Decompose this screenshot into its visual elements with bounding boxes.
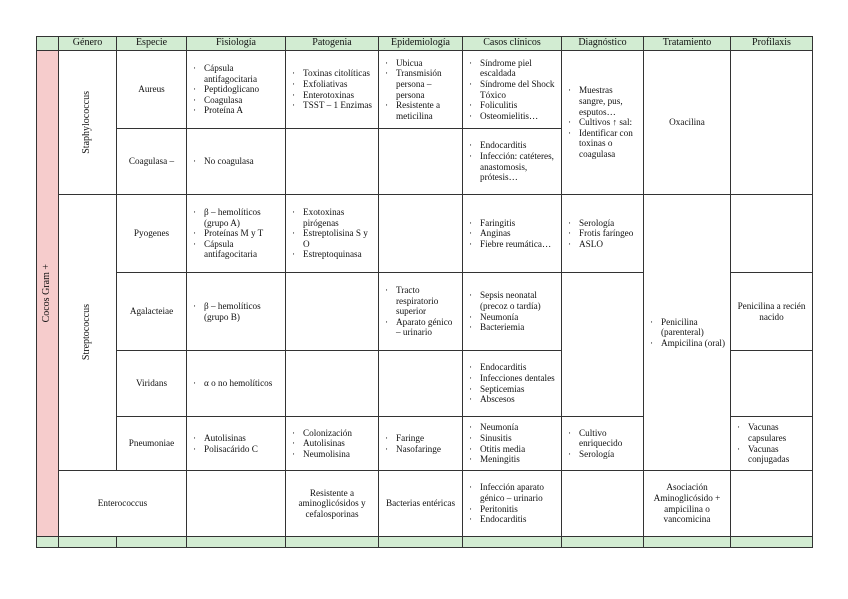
species-pneumoniae: Pneumoniae xyxy=(117,417,187,471)
header-corner xyxy=(37,37,59,51)
header-fisiologia: Fisiología xyxy=(187,37,286,51)
entero-fisiologia xyxy=(187,471,286,537)
agalacteiae-casos: · Sepsis neonatal (precoz o tardía) · Neumonía · Bacteriemia xyxy=(463,273,562,351)
staph-profilaxis xyxy=(731,51,813,195)
header-tratamiento: Tratamiento xyxy=(644,37,731,51)
entero-profilaxis xyxy=(731,471,813,537)
group-cell: Cocos Gram + xyxy=(37,51,59,537)
viridans-profilaxis xyxy=(731,351,813,417)
row-aureus xyxy=(37,51,813,129)
coag-casos: · Endocarditis · Infección: catéteres, anastomosis, prótesis… xyxy=(463,129,562,195)
entero-casos: · Infección aparato génico – urinario · Peritonitis · Endocarditis xyxy=(463,471,562,537)
pneumoniae-profilaxis: · Vacunas capsulares · Vacunas conjugadas xyxy=(731,417,813,471)
agalacteiae-epidemiologia: · Tracto respiratorio superior · Aparato génico – urinario xyxy=(379,273,463,351)
agalacteiae-profilaxis: Penicilina a recién nacido xyxy=(731,273,813,351)
row-pyogenes xyxy=(37,195,813,273)
strep-tratamiento: · Penicilina (parenteral) · Ampicilina (oral) xyxy=(644,195,731,471)
pneumoniae-epidemiologia: · Faringe · Nasofaringe xyxy=(379,417,463,471)
aureus-casos: · Síndrome piel escaldada · Síndrome del Shock Tóxico · Foliculitis · Osteomielitis… xyxy=(463,51,562,129)
genus-strep: Streptococcus xyxy=(59,195,117,471)
header-casos: Casos clínicos xyxy=(463,37,562,51)
pneumoniae-patogenia: · Colonización · Autolisinas · Neumolisina xyxy=(286,417,379,471)
header-especie: Especie xyxy=(117,37,187,51)
genus-enterococcus: Enterococcus xyxy=(59,471,187,537)
pneumoniae-fisiologia: · Autolisinas · Polisacárido C xyxy=(187,417,286,471)
pyogenes-casos: · Faringitis · Anginas · Fiebre reumática… xyxy=(463,195,562,273)
staph-tratamiento: Oxacilina xyxy=(644,51,731,195)
aureus-fisiologia: · Cápsula antifagocitaria · Peptidoglicano · Coagulasa · Proteína A xyxy=(187,51,286,129)
footer-row xyxy=(37,537,813,548)
header-diagnostico: Diagnóstico xyxy=(562,37,644,51)
species-aureus: Aureus xyxy=(117,51,187,129)
header-profilaxis: Profilaxis xyxy=(731,37,813,51)
species-agalacteiae: Agalacteiae xyxy=(117,273,187,351)
staph-diagnostico: · Muestras sangre, pus, esputos… · Cultivos ↑ sal: · Identificar con toxinas o coagulasa xyxy=(562,51,644,195)
viridans-casos: · Endocarditis · Infecciones dentales · Septicemias · Abscesos xyxy=(463,351,562,417)
header-genero: Género xyxy=(59,37,117,51)
header-row xyxy=(37,37,813,51)
pneumoniae-casos: · Neumonía · Sinusitis · Otitis media · Meningitis xyxy=(463,417,562,471)
pyogenes-patogenia: · Exotoxinas pirógenas · Estreptolisina S y O · Estreptoquinasa xyxy=(286,195,379,273)
entero-tratamiento: Asociación Aminoglicósido + ampicilina o vancomicina xyxy=(644,471,731,537)
pyogenes-epidemiologia xyxy=(379,195,463,273)
microbiology-table xyxy=(36,36,813,548)
pneumoniae-diagnostico: · Cultivo enriquecido · Serología xyxy=(562,417,644,471)
viridans-fisiologia: · α o no hemolíticos xyxy=(187,351,286,417)
entero-patogenia: Resistente a aminoglicósidos y cefalosporinas xyxy=(286,471,379,537)
species-pyogenes: Pyogenes xyxy=(117,195,187,273)
agalacteiae-diagnostico xyxy=(562,273,644,417)
agalacteiae-fisiologia: · β – hemolíticos (grupo B) xyxy=(187,273,286,351)
coag-patogenia xyxy=(286,129,379,195)
coag-fisiologia: · No coagulasa xyxy=(187,129,286,195)
header-patogenia: Patogenia xyxy=(286,37,379,51)
entero-diagnostico xyxy=(562,471,644,537)
pyogenes-profilaxis xyxy=(731,195,813,273)
header-epidemiologia: Epidemiología xyxy=(379,37,463,51)
entero-epidemiologia: Bacterias entéricas xyxy=(379,471,463,537)
viridans-patogenia xyxy=(286,351,379,417)
coag-epidemiologia xyxy=(379,129,463,195)
species-coagulasa: Coagulasa – xyxy=(117,129,187,195)
agalacteiae-patogenia xyxy=(286,273,379,351)
pyogenes-fisiologia: · β – hemolíticos (grupo A) · Proteínas M y T · Cápsula antifagocitaria xyxy=(187,195,286,273)
aureus-epidemiologia: · Ubicua · Transmisión persona – persona · Resistente a meticilina xyxy=(379,51,463,129)
viridans-epidemiologia xyxy=(379,351,463,417)
pyogenes-diagnostico: · Serología · Frotis faríngeo · ASLO xyxy=(562,195,644,273)
row-enterococcus xyxy=(37,471,813,537)
species-viridans: Viridans xyxy=(117,351,187,417)
aureus-patogenia: · Toxinas citolíticas · Exfoliativas · Enterotoxinas · TSST – 1 Enzimas xyxy=(286,51,379,129)
genus-staph: Staphylococcus xyxy=(59,51,117,195)
